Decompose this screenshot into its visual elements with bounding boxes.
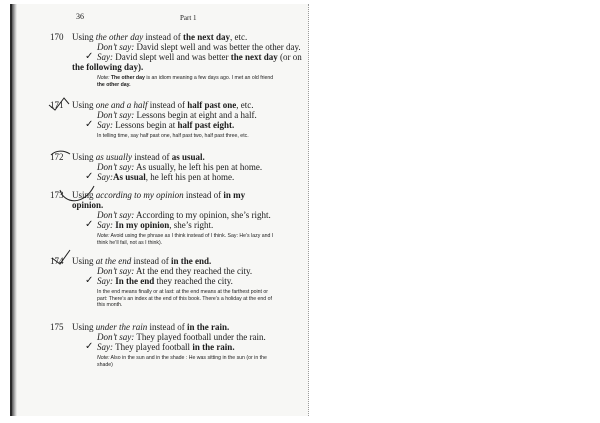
entry-heading: 174 Using at the end instead of in the end.	[50, 256, 212, 266]
entry-number: 175	[50, 322, 64, 332]
note: In telling time, say half past one, half past two, half past three, etc.	[97, 133, 249, 139]
entry-heading: 171 Using one and a half instead of half past one, etc.	[50, 100, 254, 110]
check-mark-icon: ✓	[85, 171, 94, 182]
say-line: ✓ Say: In my opinion, she’s right.	[85, 219, 214, 230]
entry-heading: 172 Using as usually instead of as usual.	[50, 152, 205, 162]
dont-say-line: Don’t say: Lessons begin at eight and a half.	[97, 110, 257, 120]
dont-say-line: Don’t say: According to my opinion, she’s right.	[97, 210, 271, 220]
page-number: 36	[76, 12, 84, 21]
note: Note: Also in the sun and in the shade : He was sitting in the sun (or in the shade)	[97, 355, 267, 368]
running-head: Part 1	[180, 14, 197, 22]
dont-say-line: Don’t say: At the end they reached the city.	[97, 266, 253, 276]
check-mark-icon: ✓	[85, 119, 94, 130]
dont-say-line: Don’t say: They played football under the rain.	[97, 332, 266, 342]
check-mark-icon: ✓	[85, 219, 94, 230]
say-line: ✓ Say: In the end they reached the city.	[85, 275, 233, 286]
entry-171	[50, 100, 306, 140]
say-line-cont: the following day).	[72, 62, 144, 72]
entry-heading: 170 Using the other day instead of the next day, etc.	[50, 32, 248, 42]
scan-binding-shadow	[12, 4, 17, 416]
check-mark-icon: ✓	[85, 341, 94, 352]
entry-175	[50, 322, 306, 368]
entry-heading: 175 Using under the rain instead of in the rain.	[50, 322, 230, 332]
say-line: ✓ Say: They played football in the rain.	[85, 341, 235, 352]
check-mark-icon: ✓	[85, 51, 94, 62]
note: Note: The other day is an idiom meaning a few days ago. I met an old friend the other day.	[97, 75, 274, 88]
note: Note: Avoid using the phrase as I think instead of I think. Say: He’s lazy and I think he’ll fail, not as I think).	[97, 233, 274, 246]
entry-heading: 173 Using according to my opinion instead of in my	[50, 190, 246, 200]
check-mark-icon: ✓	[85, 275, 94, 286]
entry-number: 174	[50, 256, 64, 266]
entry-number: 171	[50, 100, 64, 110]
dont-say-line: Don’t say: David slept well and was better the other day.	[97, 42, 301, 52]
entry-number: 173	[50, 190, 64, 200]
entry-number: 170	[50, 32, 64, 42]
dont-say-line: Don’t say: As usually, he left his pen at home.	[97, 162, 263, 172]
entry-174	[50, 256, 306, 309]
entry-172	[50, 152, 306, 182]
say-line: ✓ Say: Lessons begin at half past eight.	[85, 119, 235, 130]
say-line: ✓ Say:As usual, he left his pen at home.	[85, 171, 235, 182]
entry-heading-cont: opinion.	[72, 200, 104, 210]
book-page	[10, 4, 309, 416]
entry-173	[50, 190, 306, 246]
note: In the end means finally or at last: at the end means at the farthest point or part: There’s an index at the end of this book. There’s a holiday at the end of this month.	[97, 289, 272, 308]
say-line: ✓ Say: David slept well and was better the next day (or on	[85, 51, 302, 62]
entry-number: 172	[50, 152, 64, 162]
entry-170	[50, 32, 306, 88]
